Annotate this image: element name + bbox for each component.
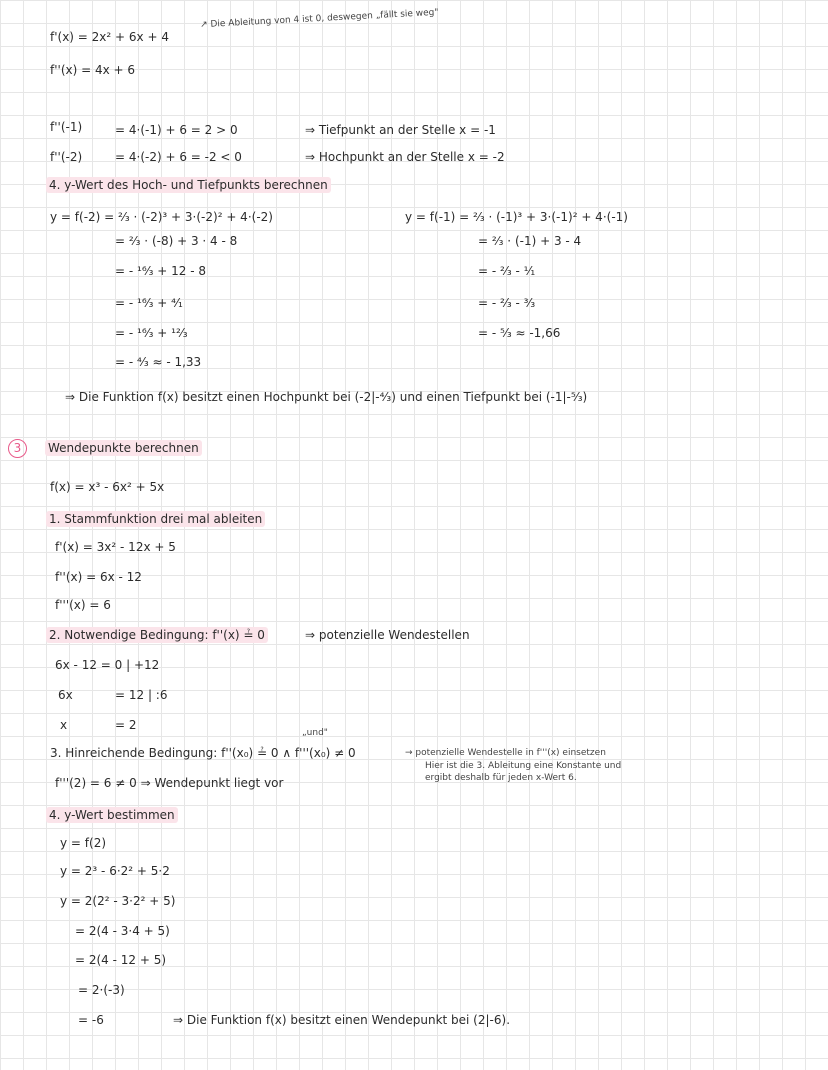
side-note-line-2: Hier ist die 3. Ableitung eine Konstante und	[425, 761, 622, 771]
test-label-2: f''(-2)	[50, 150, 83, 164]
heading-step-4: 4. y-Wert des Hoch- und Tiefpunkts berechnen	[46, 177, 331, 193]
solve-step-2-left: 6x	[58, 688, 73, 702]
heading-step-3: 3. Hinreichende Bedingung: f''(x₀) ≟ 0 ∧ f'''(x₀) ≠ 0	[50, 746, 356, 760]
und-annotation: „und"	[302, 728, 328, 738]
calc-left-1: y = f(-2) = ²⁄₃ · (-2)³ + 3·(-2)² + 4·(-2)	[50, 210, 273, 224]
conclusion-extrema: ⇒ Die Funktion f(x) besitzt einen Hochpunkt bei (-2|-⁴⁄₃) und einen Tiefpunkt bei (-1|-⁵⁄₃)	[65, 390, 588, 404]
conclusion-inflection: ⇒ Die Funktion f(x) besitzt einen Wendepunkt bei (2|-6).	[173, 1013, 511, 1027]
calc-left-3: = - ¹⁶⁄₃ + 12 - 8	[115, 264, 206, 278]
y-value-1: y = f(2)	[60, 836, 107, 850]
derivative-first: f'(x) = 3x² - 12x + 5	[55, 540, 176, 554]
solve-step-3-right: = 2	[115, 718, 137, 732]
calc-left-5: = - ¹⁶⁄₃ + ¹²⁄₃	[115, 326, 188, 340]
calc-right-3: = - ²⁄₃ - ¹⁄₁	[478, 264, 536, 278]
sufficient-check: f'''(2) = 6 ≠ 0 ⇒ Wendepunkt liegt vor	[55, 776, 284, 790]
calc-right-2: = ²⁄₃ · (-1) + 3 - 4	[478, 234, 582, 248]
solve-step-1: 6x - 12 = 0 | +12	[55, 658, 160, 672]
calc-left-4: = - ¹⁶⁄₃ + ⁴⁄₁	[115, 296, 183, 310]
y-value-7: = -6	[78, 1013, 104, 1027]
test-result-2: ⇒ Hochpunkt an der Stelle x = -2	[305, 150, 505, 164]
side-note-line-3: ergibt deshalb für jeden x-Wert 6.	[425, 773, 577, 783]
calc-left-6: = - ⁴⁄₃ ≈ - 1,33	[115, 355, 202, 369]
test-label-1: f''(-1)	[50, 120, 83, 134]
derivative-third: f'''(x) = 6	[55, 598, 111, 612]
section-number-badge: 3	[8, 439, 27, 458]
test-eq-2: = 4·(-2) + 6 = -2 < 0	[115, 150, 242, 164]
section-title: Wendepunkte berechnen	[45, 440, 202, 456]
y-value-2: y = 2³ - 6·2² + 5·2	[60, 864, 170, 878]
y-value-4: = 2(4 - 3·4 + 5)	[75, 924, 170, 938]
calc-right-5: = - ⁵⁄₃ ≈ -1,66	[478, 326, 561, 340]
solve-step-2-right: = 12 | :6	[115, 688, 168, 702]
y-value-6: = 2·(-3)	[78, 983, 125, 997]
derivative-1: f'(x) = 2x² + 6x + 4	[50, 30, 169, 44]
y-value-5: = 2(4 - 12 + 5)	[75, 953, 167, 967]
derivative-second: f''(x) = 6x - 12	[55, 570, 142, 584]
calc-right-4: = - ²⁄₃ - ³⁄₃	[478, 296, 536, 310]
solve-step-3-left: x	[60, 718, 68, 732]
potential-inflection-note: ⇒ potenzielle Wendestellen	[305, 628, 470, 642]
calc-left-2: = ²⁄₃ · (-8) + 3 · 4 - 8	[115, 234, 238, 248]
y-value-3: y = 2(2² - 3·2² + 5)	[60, 894, 176, 908]
heading-step-4b: 4. y-Wert bestimmen	[46, 807, 178, 823]
heading-step-2: 2. Notwendige Bedingung: f''(x) ≟ 0	[46, 627, 268, 643]
heading-step-1: 1. Stammfunktion drei mal ableiten	[46, 511, 265, 527]
derivative-2: f''(x) = 4x + 6	[50, 63, 136, 77]
calc-right-1: y = f(-1) = ²⁄₃ · (-1)³ + 3·(-1)² + 4·(-1)	[405, 210, 628, 224]
annotation-derivative-constant: ↗ Die Ableitung von 4 ist 0, deswegen „fällt sie weg"	[199, 7, 439, 31]
function-definition: f(x) = x³ - 6x² + 5x	[50, 480, 165, 494]
side-note-line-1: → potenzielle Wendestelle in f'''(x) einsetzen	[405, 748, 606, 758]
test-eq-1: = 4·(-1) + 6 = 2 > 0	[115, 123, 238, 137]
test-result-1: ⇒ Tiefpunkt an der Stelle x = -1	[305, 123, 496, 137]
